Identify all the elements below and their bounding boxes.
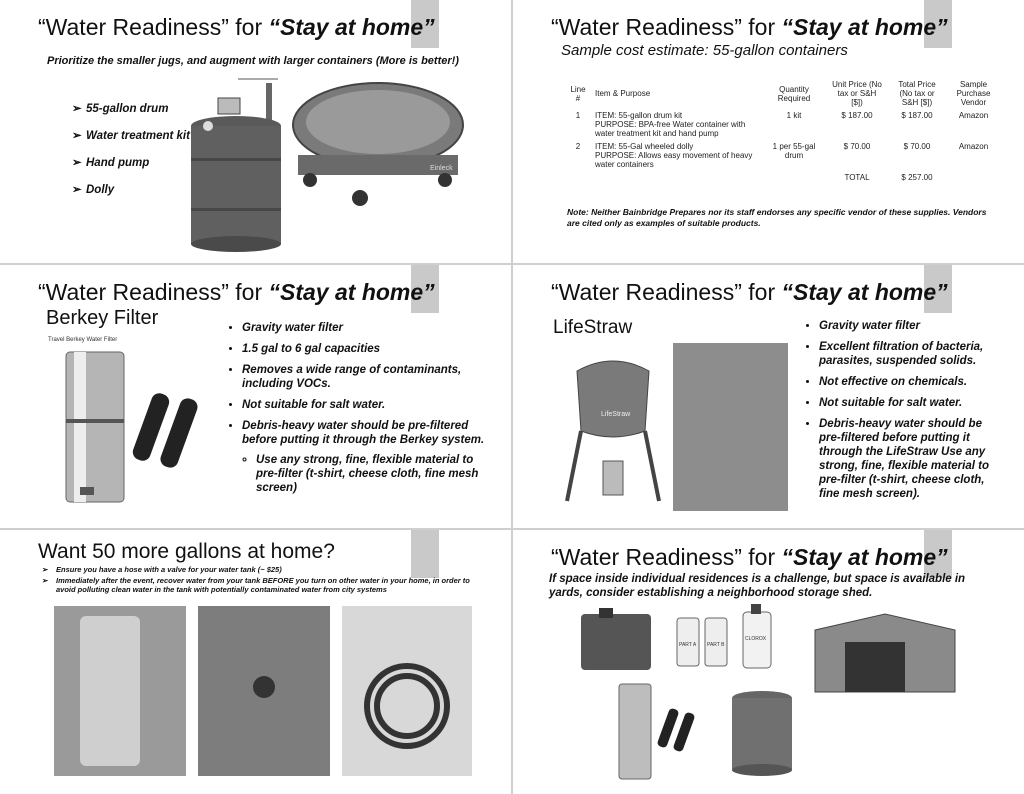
- bullet-item: • Debris-heavy water should be pre-filtered before putting it through the Berkey system. ◦ Use any strong, fine, flexible material to pre-filter (t-shirt, cheese cloth, fine mesh screen): [242, 419, 488, 495]
- bullet-item: ➢ Hand pump: [86, 156, 202, 170]
- slide-subtitle: LifeStraw: [553, 317, 633, 338]
- total-label: TOTAL: [844, 173, 870, 182]
- slide-title: “Water Readiness” for “Stay at home”: [551, 14, 948, 40]
- bullet-item: • 1.5 gal to 6 gal capacities: [242, 342, 488, 356]
- cell-total: $ 70.00: [903, 142, 931, 151]
- bullet-list: [228, 321, 488, 502]
- table-row: [565, 140, 1000, 171]
- horizontal-divider: [0, 263, 1024, 265]
- treatment-bottles-image: [673, 610, 733, 670]
- slide-lifestraw: [513, 265, 1024, 528]
- hose-photo: [342, 606, 472, 776]
- storage-shed-image: [805, 612, 965, 698]
- person-photo: [673, 343, 788, 511]
- header-item: Item & Purpose: [595, 89, 651, 98]
- water-container-image: [571, 608, 666, 676]
- bullet-item: • Gravity water filter: [819, 319, 995, 333]
- slide-subtitle: Sample cost estimate: 55-gallon containers: [561, 42, 848, 59]
- cell-item: ITEM: 55-Gal wheeled dolly PURPOSE: Allows easy movement of heavy water containers: [595, 142, 753, 169]
- cell-line: 2: [575, 142, 581, 151]
- slide-berkey: [0, 265, 511, 528]
- bullet-item: ➢ Immediately after the event, recover water from your tank BEFORE you turn on other water in your home, in order to avoid polluting clean water in the tank with potentially contaminated water from city systems: [56, 576, 482, 594]
- slide-title: “Water Readiness” for “Stay at home”: [551, 279, 948, 305]
- lifestraw-product-label: LifeStraw: [601, 411, 631, 418]
- bullet-item: • Not suitable for salt water.: [242, 398, 488, 412]
- bullet-item: ➢ Water treatment kit: [86, 129, 202, 143]
- slide-subtitle: Berkey Filter: [46, 307, 159, 329]
- drum-image: [188, 78, 298, 253]
- berkey-filter-image: [613, 680, 703, 785]
- bullet-list: [42, 565, 482, 601]
- bullet-list: [805, 319, 995, 508]
- horizontal-divider: [0, 528, 1024, 530]
- slide-water-tank: [0, 530, 511, 794]
- total-value: $ 257.00: [901, 173, 933, 182]
- slide-title: Want 50 more gallons at home?: [38, 540, 335, 563]
- slide-title: “Water Readiness” for “Stay at home”: [551, 544, 948, 570]
- header-total: Total Price (No tax or S&H [$]): [898, 80, 936, 107]
- vertical-divider: [511, 0, 513, 794]
- water-heater-photo: [54, 606, 186, 776]
- cell-line: 1: [575, 111, 581, 120]
- cost-table: [565, 78, 1000, 184]
- bullet-item: • Excellent filtration of bacteria, parasites, suspended solids.: [819, 340, 995, 368]
- cell-item: ITEM: 55-gallon drum kit PURPOSE: BPA-free Water container with water treatment kit and hand pump: [595, 111, 746, 138]
- bullet-item: • Not effective on chemicals.: [819, 375, 995, 389]
- slide-title: “Water Readiness” for “Stay at home”: [38, 14, 435, 40]
- cell-vendor: Amazon: [958, 142, 989, 151]
- cell-qty: 1 kit: [786, 111, 802, 120]
- table-header: [565, 78, 1000, 109]
- bullet-item: ➢ 55-gallon drum: [86, 102, 202, 116]
- header-vendor: Sample Purchase Vendor: [956, 80, 991, 107]
- bullet-item: ➢ Dolly: [86, 183, 202, 197]
- header-qty: Quantity Required: [777, 84, 811, 103]
- sub-bullet-item: ◦ Use any strong, fine, flexible material to pre-filter (t-shirt, cheese cloth, fine mesh screen): [256, 453, 488, 495]
- dolly-image: [290, 80, 465, 210]
- bleach-bottle-image: [737, 602, 777, 672]
- bullet-item: • Not suitable for salt water.: [819, 396, 995, 410]
- slide-title: “Water Readiness” for “Stay at home”: [38, 279, 435, 305]
- slide-drum-kit: [0, 0, 511, 263]
- bleach-label: CLOROX: [745, 636, 767, 642]
- bottle-label: PART A: [679, 642, 697, 648]
- bullet-item: ➢ Ensure you have a hose with a valve for your water tank (~ $25): [56, 565, 482, 574]
- cell-total: $ 187.00: [901, 111, 933, 120]
- tank-valve-photo: [198, 606, 330, 776]
- berkey-image: [60, 347, 220, 512]
- cell-vendor: Amazon: [958, 111, 989, 120]
- cell-qty: 1 per 55-gal drum: [772, 142, 816, 160]
- slide-cost-estimate: [513, 0, 1024, 263]
- bullet-item: • Debris-heavy water should be pre-filtered before putting it through the LifeStraw Use any strong, fine, flexible material to pre-filter (t-shirt, cheese cloth, fine mesh screen).: [819, 417, 995, 501]
- dolly-brand-label: Einleck: [430, 165, 453, 172]
- header-unit: Unit Price (No tax or S&H [$]): [832, 80, 882, 107]
- cell-unit: $ 187.00: [841, 111, 873, 120]
- lifestraw-image: [557, 351, 669, 511]
- slide-storage-shed: [513, 530, 1024, 794]
- bottle-label: PART B: [707, 642, 725, 648]
- header-line: Line #: [570, 84, 586, 103]
- bullet-list: [72, 102, 202, 204]
- image-caption: Travel Berkey Water Filter: [48, 337, 118, 343]
- slide-subtitle: If space inside individual residences is a challenge, but space is available in yards, consider establishing a neighborhood storage shed.: [549, 573, 966, 599]
- bullet-item: • Gravity water filter: [242, 321, 488, 335]
- drum-kit-image: [727, 680, 797, 780]
- slide-subtitle: Prioritize the smaller jugs, and augment with larger containers (More is better!): [47, 55, 459, 67]
- cell-unit: $ 70.00: [843, 142, 871, 151]
- table-total-row: [565, 171, 1000, 184]
- bullet-item: • Removes a wide range of contaminants, including VOCs.: [242, 363, 488, 391]
- table-row: [565, 109, 1000, 140]
- vendor-note: Note: Neither Bainbridge Prepares nor its staff endorses any specific vendor of these supplies. Vendors are cited only as examples of suitable products.: [567, 207, 987, 228]
